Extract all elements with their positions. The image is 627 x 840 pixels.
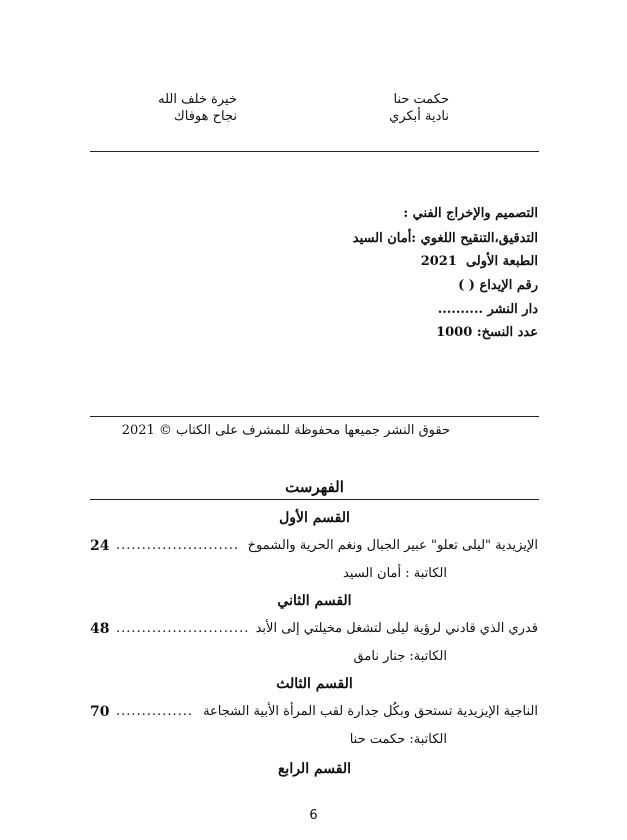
section-1-author: الكاتبة : أمان السيد xyxy=(343,566,447,581)
deposit-line xyxy=(238,278,538,294)
toc-entry-2-page: 48 xyxy=(90,621,110,637)
section-2-heading: القسم الثاني xyxy=(277,593,352,609)
toc-entry-1-leader: ........................ xyxy=(116,538,240,553)
contributor-left-2: نجاح هوفاك xyxy=(174,109,237,124)
section-3-heading: القسم الثالث xyxy=(276,676,353,692)
toc-entry-3[interactable] xyxy=(90,702,538,722)
contributor-left-1: خيرة خلف الله xyxy=(158,92,237,107)
section-1-heading: القسم الأول xyxy=(279,510,350,526)
deposit-label: رقم الإيداع xyxy=(479,278,538,293)
edition-line xyxy=(238,254,538,270)
design-credit: التصميم والإخراج الفني : xyxy=(403,206,538,221)
toc-entry-3-page: 70 xyxy=(90,704,110,720)
divider-middle xyxy=(90,416,539,417)
page-number: 6 xyxy=(309,808,318,823)
toc-entry-2-leader: .......................... xyxy=(116,621,250,636)
toc-entry-1-page: 24 xyxy=(90,538,110,554)
edition-label: الطبعة الأولى xyxy=(465,254,538,269)
copyright-notice: حقوق النشر جميعها محفوظة للمشرف على الكتاب © 2021 xyxy=(121,423,450,438)
contributor-right-2: نادية أبكري xyxy=(389,109,449,124)
toc-entry-1[interactable] xyxy=(90,536,538,556)
section-4-heading: القسم الرابع xyxy=(277,761,352,777)
edition-year: 2021 xyxy=(420,254,457,269)
toc-heading: الفهرست xyxy=(285,478,344,496)
divider-top xyxy=(90,151,539,152)
copies-label: عدد النسخ: xyxy=(476,325,538,340)
copies-value: 1000 xyxy=(436,325,473,340)
toc-entry-2[interactable] xyxy=(90,619,538,639)
divider-toc xyxy=(90,499,539,500)
toc-entry-1-title: الإيزيدية "ليلى تعلو" عبير الجبال ونغم الحرية والشموخ xyxy=(247,538,538,553)
copies-line xyxy=(238,325,538,341)
toc-entry-3-title: الناجية الإيزيدية تستحق وبكُل جدارة لقب المرأة الأبية الشجاعة xyxy=(203,704,538,719)
proofreading-credit: التدقيق،التنقيح اللغوي :أمان السيد xyxy=(352,231,538,246)
contributor-right-1: حكمت حنا xyxy=(393,92,449,107)
toc-entry-2-title: قدري الذي قادني لرؤية ليلى لتشغل مخيلتي إلى الأبد xyxy=(255,621,538,636)
publisher-line: دار النشر .......... xyxy=(437,302,538,317)
toc-entry-3-leader: ............... xyxy=(116,704,193,719)
deposit-value: ( ) xyxy=(458,278,475,293)
section-3-author: الكاتبة: حكمت حنا xyxy=(349,732,447,747)
section-2-author: الكاتبة: جنار نامق xyxy=(353,649,447,664)
